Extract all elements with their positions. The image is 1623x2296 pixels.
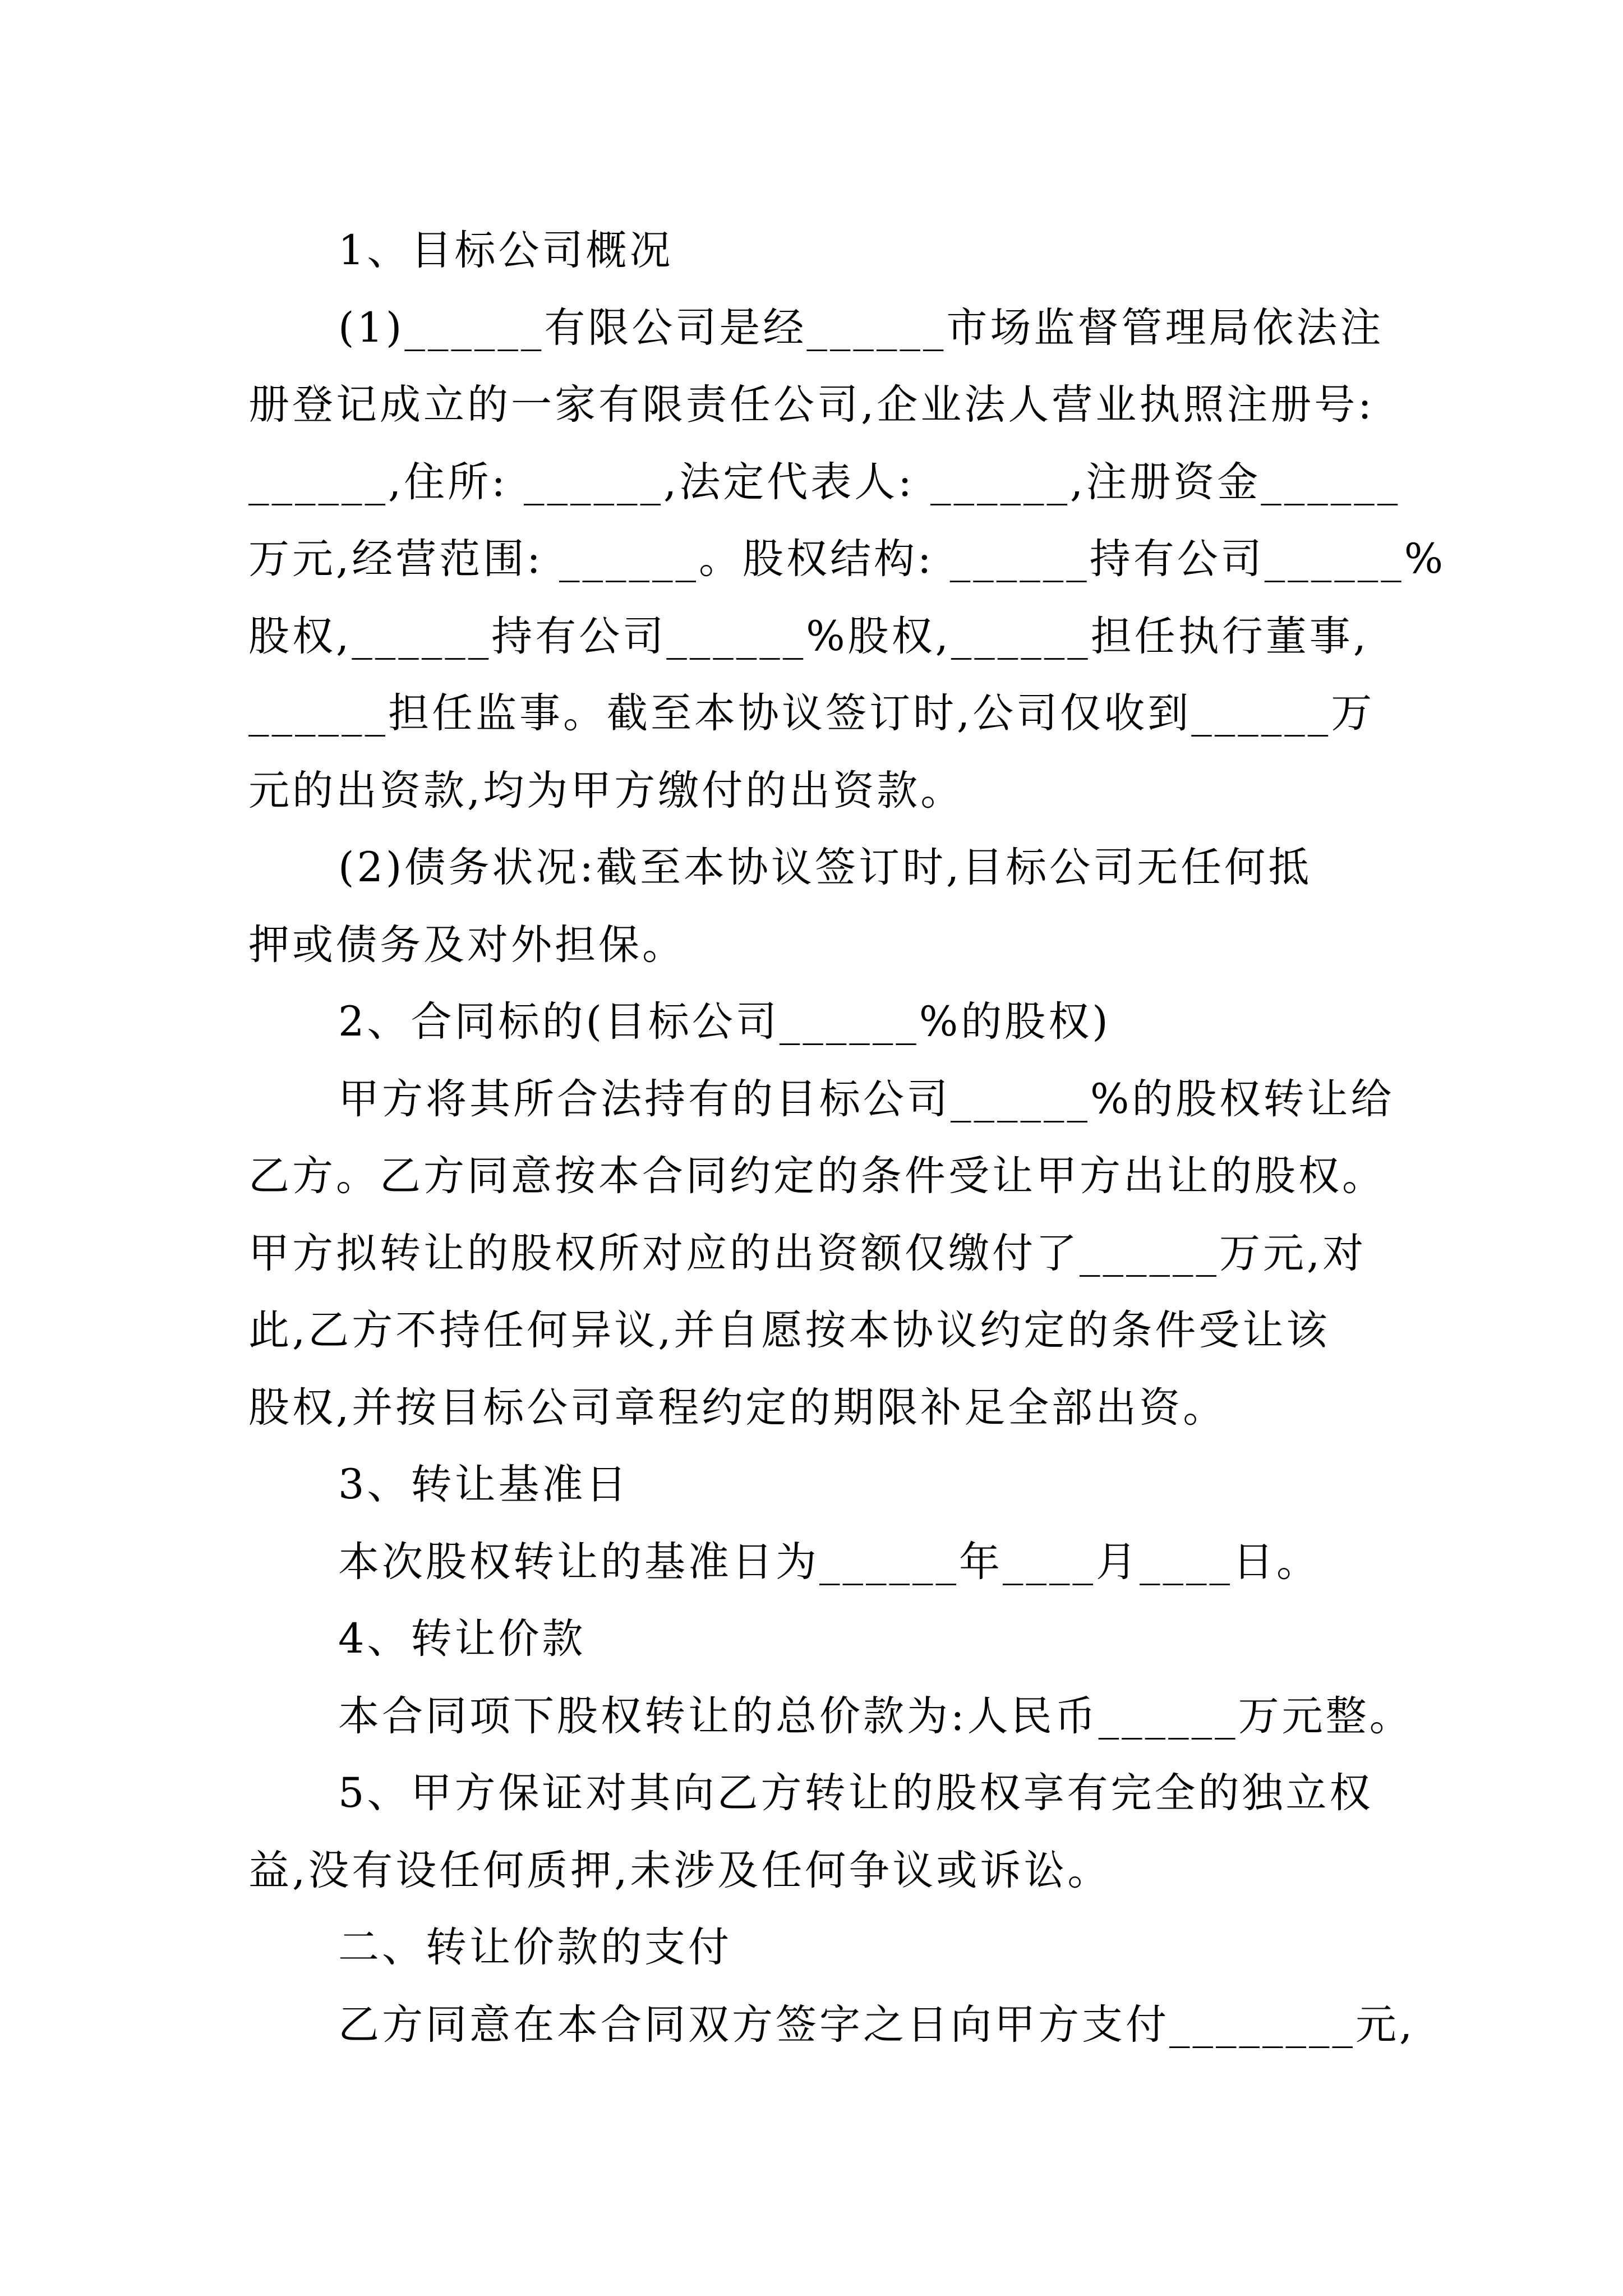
paragraph-line: (2)债务状况:截至本协议签订时,目标公司无任何抵: [338, 844, 1312, 891]
section-heading-transfer-price: 4、转让价款: [338, 1615, 586, 1663]
paragraph-line: ______担任监事。截至本协议签订时,公司仅收到______万: [248, 689, 1375, 737]
paragraph-line: 此,乙方不持任何异议,并自愿按本协议约定的条件受让该: [248, 1306, 1330, 1354]
paragraph-line: ______,住所: ______,法定代表人: ______,注册资金______: [248, 458, 1401, 506]
section-heading-company-overview: 1、目标公司概况: [338, 227, 674, 274]
paragraph-line: 乙方同意在本合同双方签字之日向甲方支付________元,: [338, 2000, 1415, 2049]
section-heading-payment: 二、转让价款的支付: [338, 1924, 732, 1971]
paragraph-line: 股权,并按目标公司章程约定的期限补足全部出资。: [248, 1383, 1227, 1432]
paragraph-line: 万元,经营范围: ______。股权结构: ______持有公司______%: [248, 535, 1446, 583]
paragraph-line: 益,没有设任何质押,未涉及任何争议或诉讼。: [248, 1846, 1112, 1894]
document-body: [248, 212, 1446, 2063]
paragraph-line: 5、甲方保证对其向乙方转让的股权享有完全的独立权: [338, 1769, 1373, 1817]
section-heading-base-date: 3、转让基准日: [338, 1461, 630, 1508]
paragraph-line: 乙方。乙方同意按本合同约定的条件受让甲方出让的股权。: [248, 1152, 1386, 1200]
section-heading-contract-subject: 2、合同标的(目标公司______%的股权): [338, 998, 1111, 1046]
paragraph-line: 本次股权转让的基准日为______年____月____日。: [338, 1538, 1320, 1586]
paragraph-line: 甲方拟转让的股权所对应的出资额仅缴付了______万元,对: [248, 1229, 1367, 1277]
paragraph-line: (1)______有限公司是经______市场监督管理局依法注: [338, 303, 1384, 352]
paragraph-line: 册登记成立的一家有限责任公司,企业法人营业执照注册号:: [248, 381, 1375, 429]
paragraph-line: 元的出资款,均为甲方缴付的出资款。: [248, 766, 965, 815]
paragraph-line: 本合同项下股权转让的总价款为:人民币______万元整。: [338, 1692, 1413, 1740]
paragraph-line: 押或债务及对外担保。: [248, 921, 686, 969]
paragraph-line: 甲方将其所合法持有的目标公司______%的股权转让给: [338, 1075, 1395, 1123]
paragraph-line: 股权,______持有公司______%股权,______担任执行董事,: [248, 612, 1369, 660]
